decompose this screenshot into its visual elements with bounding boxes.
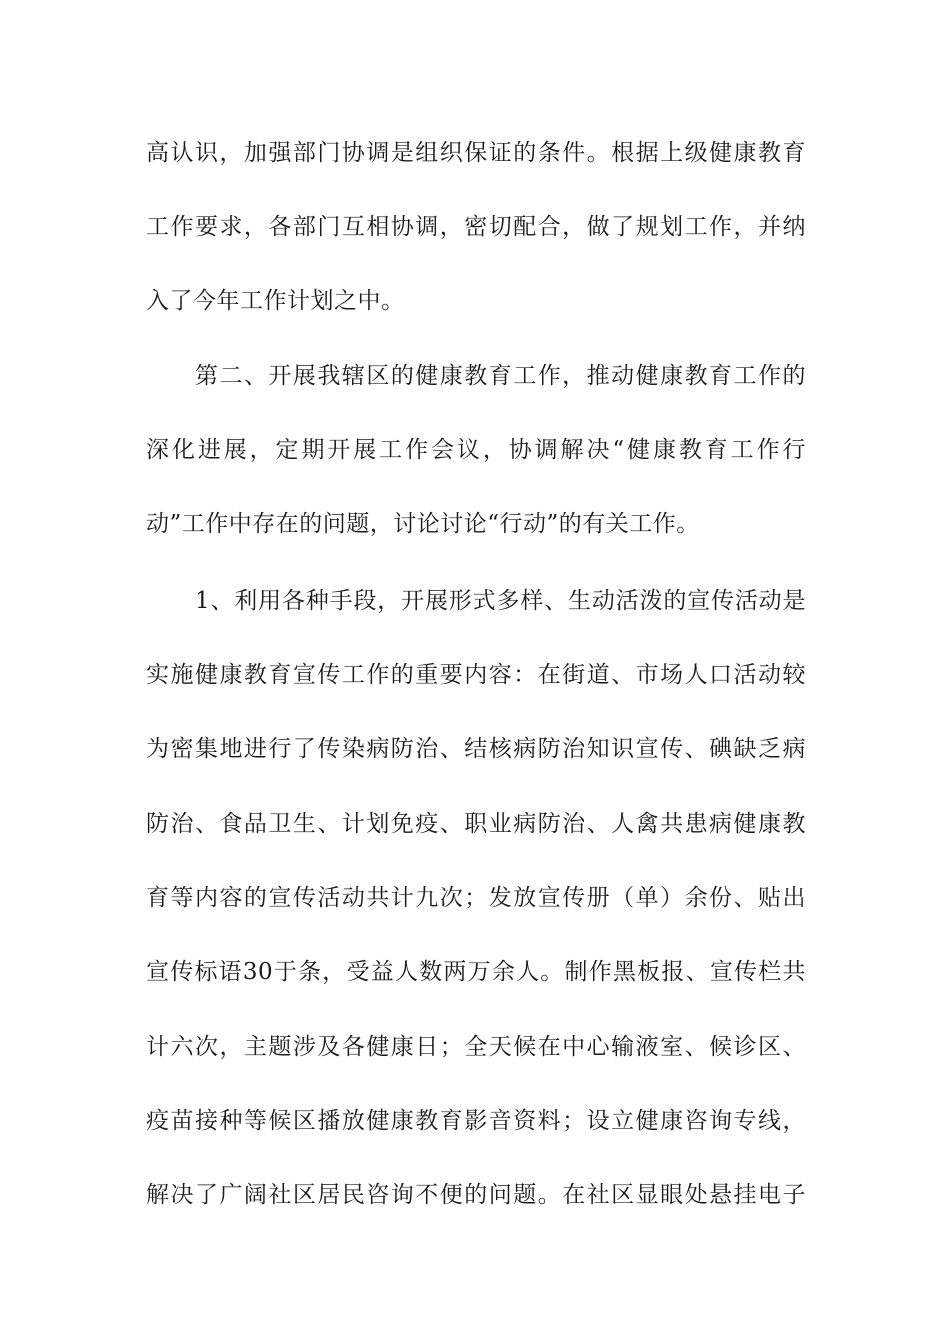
text-line: 深化进展，定期开展工作会议，协调解决“健康教育工作行 [146,437,806,463]
text-line: 动”工作中存在的问题，讨论讨论“行动”的有关工作。 [146,511,700,537]
text-line: 防治、食品卫生、计划免疫、职业病防治、人禽共患病健康教 [146,811,806,837]
text-line: 实施健康教育宣传工作的重要内容：在街道、市场人口活动较 [146,662,806,688]
text-line: 计六次，主题涉及各健康日；全天候在中心输液室、候诊区、 [146,1034,806,1060]
text-line: 高认识，加强部门协调是组织保证的条件。根据上级健康教育 [146,140,806,166]
text-line: 工作要求，各部门互相协调，密切配合，做了规划工作，并纳 [146,214,806,240]
text-line: 宣传标语30于条，受益人数两万余人。制作黑板报、宣传栏共 [146,959,806,985]
text-line: 入了今年工作计划之中。 [146,288,405,314]
text-line: 解决了广阔社区居民咨询不便的问题。在社区显眼处悬挂电子 [146,1182,806,1208]
paragraph-start-line: 第二、开展我辖区的健康教育工作，推动健康教育工作的 [195,363,806,389]
text-line: 为密集地进行了传染病防治、结核病防治知识宣传、碘缺乏病 [146,736,806,762]
text-line: 疫苗接种等候区播放健康教育影音资料；设立健康咨询专线， [146,1108,806,1134]
text-line: 育等内容的宣传活动共计九次；发放宣传册（单）余份、贴出 [146,885,806,911]
paragraph-start-line: 1、利用各种手段，开展形式多样、生动活泼的宣传活动是 [195,588,806,614]
